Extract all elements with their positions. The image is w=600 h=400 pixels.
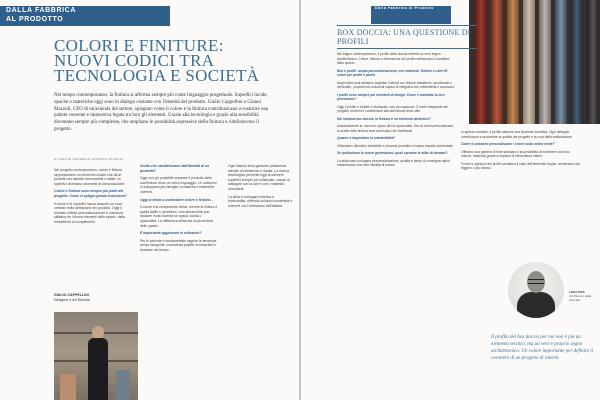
interview-question: I profili sono sempre più elementi di design. Come è cambiata la loro percezione?: [337, 92, 445, 101]
portrait-photo: [508, 262, 564, 318]
paragraph: Offriamo una gamma di tinte standard e la possibilità di richiedere colori su misura, realizzati grazie a impianti di verniciatura interni.: [461, 149, 570, 158]
interview-question: Box e profili: ampia personalizzazione, con materiali, finiture e oltre 60 colori per profili e pareti.: [337, 68, 448, 77]
photo-caption: [54, 293, 90, 303]
section-header-line1: DALLA FABBRICA: [6, 7, 76, 14]
person-body: [88, 338, 108, 400]
interview-question: Scelta che caratterizzano dall'identità di un prodotto?: [140, 164, 210, 173]
interview-question: È importante aggiornare le collezioni?: [140, 231, 202, 236]
title-rule: [337, 25, 477, 26]
designer-photo: [54, 312, 138, 400]
caption-role: Art Director della Azienda: [569, 294, 592, 302]
interview-question: Come si possono personalizzare i colori sulla vostra veste?: [461, 142, 555, 146]
paragraph: Oggi non più possibile separare il prodotto dalla sua finitura: sono un unico linguaggio. Le collezioni si sviluppano per famiglie cromatiche e materiche coerenti.: [140, 176, 217, 194]
column-2: [140, 164, 218, 394]
radiator-bar: [539, 0, 551, 124]
person-figure: [88, 326, 108, 400]
interview-question: Nel sistema box doccia, la finitura è un elemento distintivo?: [337, 116, 431, 121]
paragraph: In questo contesto, il profilo assume una funzione narrativa. Ogni dettaglio contribuisce a raccontare la qualità del progetto e la cura della realizzazione.: [461, 130, 573, 139]
paragraph: Il colore e le superfici hanno assunto un ruolo centrale nella definizione del prodotto. Oggi il mercato chiede personalizzazione e coerenza stilistica tra i diversi elementi dello spazio, dalla rubinetteria ai complementi.: [54, 201, 125, 224]
portrait-body: [517, 292, 555, 318]
pull-quote: Il profilo del box doccia per noi non è più un elemento tecnico, ma un vero e proprio segno architettonico. Un colore importante per definire il carattere di un progetto di interni.: [491, 335, 594, 361]
interview-question: Quanto è importante la sostenibilità?: [337, 136, 396, 140]
article-title-text: BOX DOCCIA: UNA QUESTIONE DI PROFILI: [337, 28, 471, 46]
interview-question: Se ipotizziamo le nuove generazioni, quali saranno le sfide di domani?: [337, 151, 448, 155]
radiator-photo: [469, 0, 600, 124]
glasses-icon: [528, 279, 544, 284]
paragraph: La sfida sarà coniugare personalizzazione, qualità e tempi di consegna rapidi, mantenendo una forte identità di marca.: [337, 158, 451, 167]
paragraph: Oggi il profilo è visibile e dichiarato, non più nascosto. È parte integrante del progetto d'interni e contribuisce alla definizione dello stile.: [337, 104, 448, 113]
title-rule: [337, 48, 477, 49]
paragraph: Forme e spessori dei profili cambiano il volto dell'ambiente bagno, rendendolo più leggero o più deciso.: [461, 161, 581, 170]
radiator-bar: [571, 0, 583, 124]
article-title: COLORI E FINITURE: NUOVI CODICI TRA TECNOLOGIA E SOCIETÀ: [54, 36, 260, 85]
column-3: [228, 164, 293, 394]
left-page: [0, 0, 299, 400]
radiator-bar: [587, 0, 599, 124]
column-1: [337, 52, 457, 342]
paragraph: Il colore è la componente visiva, mentre la finitura è quella tattile e percettiva. Una stessa tinta può risultare molto diversa se opaca, lucida o spazzolata. La differenza influenza la percezione dello spazio.: [140, 205, 218, 228]
section-header: [0, 6, 170, 26]
paragraph: Per le aziende è fondamentale seguire le tendenze senza inseguirle, costruendo palette riconoscibili e durature nel tempo.: [140, 238, 217, 252]
vase: [60, 374, 76, 400]
article-title: [337, 28, 477, 46]
radiator-bar: [475, 0, 487, 124]
paragraph: La sfida è coniugare estetica e funzionalità, offrendo soluzioni sostenibili e coerenti con l'evoluzione dell'abitare.: [228, 194, 293, 208]
interview-question: Colore e finitura sono sempre più parte del progetto. Come si spiega questa evoluzione?: [54, 189, 127, 198]
radiator-bar: [491, 0, 503, 124]
paragraph: Utilizziamo alluminio riciclabile e processi produttivi a basso impatto ambientale.: [337, 143, 454, 148]
caption-name: LUCA PIVA: [569, 290, 585, 294]
portrait-caption: [569, 290, 600, 302]
radiator-bar: [523, 0, 535, 124]
radiator-bar: [507, 0, 519, 124]
column-2: [461, 130, 581, 230]
paragraph: Negli ultimi anni abbiamo ampliato l'offerta con finiture metalliche, anodizzate e verniciate, proponendo soluzioni capaci di integrarsi con rubinetteria e accessori.: [337, 80, 455, 89]
paragraph: Nel bagno contemporaneo, il profilo della doccia diventa un vero segno architettonico. Colore, finitura e dimensione del profilo definiscono il carattere dello spazio.: [337, 52, 450, 65]
article-lead: Nel tempo contemporaneo, la finitura si afferma sempre più come linguaggio progettuale. Superfici lucide, opache o materiche oggi sono in dialogo costante con l'identità del prodotto. Giulio Cappellini e Gianni Mazzoli, CEO di un'azienda del settore, spiegano come il colore e la finitura contribuiscano a costruire una palette coerente e immersiva legata tra loro gli elementi. Grazie alla tecnologia e grazie alla sensibilità diventano sempre più complesse, che ampliano le possibilità espressive della finitura e ridefiniscono il progetto.: [54, 93, 269, 132]
caption-role: Designer e Art Director: [54, 298, 91, 302]
vase: [116, 370, 130, 400]
article-credit: A CURA DI FEDERICO GIORGINI BIANCHI: [54, 157, 124, 161]
section-header-line2: AL PRODOTTO: [6, 16, 64, 23]
paragraph: Ogni finitura deve garantire prestazioni elevate di resistenza e durata. La ricerca tecnologica permette oggi di ottenere superfici sempre più sofisticate, capaci di dialogare con la luce e con i materiali circostanti.: [228, 164, 290, 191]
column-1: [54, 168, 129, 278]
section-label: Intervista: [377, 19, 392, 23]
radiator-bar: [555, 0, 567, 124]
paragraph: Assolutamente sì: dal nero opaco all'oro spazzolato, fino ai colori personalizzati, la scelta della finitura crea continuità con l'ambiente.: [337, 124, 454, 133]
right-page: [301, 0, 600, 400]
interview-question: Oggi si tende a confondere colore e finitura...: [140, 197, 213, 202]
paragraph: Nel progetto contemporaneo, colore e finitura rappresentano un elemento chiave che dà ai prodotti una identità riconoscibile e tattile. Le superfici diventano strumenti di comunicazione.: [54, 168, 126, 186]
section-header-line1: Dalla Fabbrica al Prodotto: [375, 6, 434, 10]
caption-name: GIULIO CAPPELLINI: [54, 293, 89, 297]
